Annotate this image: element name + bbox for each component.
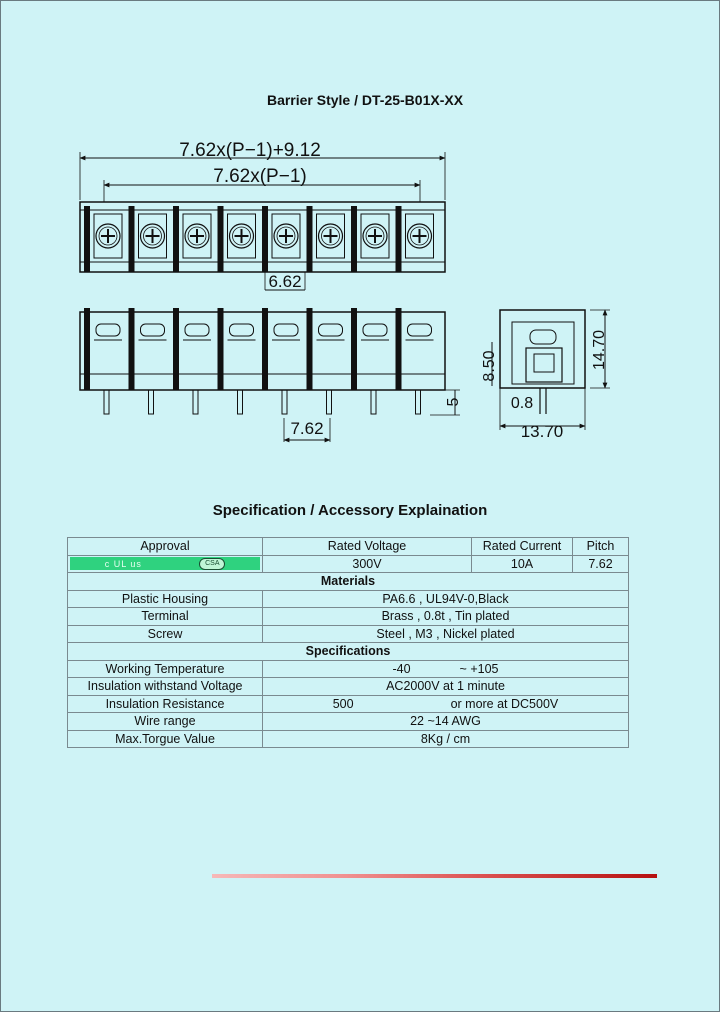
- table-row: [68, 590, 629, 608]
- row-value: AC2000V at 1 minute: [263, 678, 629, 696]
- pin-width-label: 0.8: [510, 395, 534, 412]
- materials-heading-row: [68, 573, 629, 591]
- row-label: Screw: [68, 625, 263, 643]
- side-view: [500, 310, 585, 430]
- terminal-front-icon: [307, 308, 345, 414]
- materials-heading: Materials: [68, 573, 629, 591]
- row-value: Brass , 0.8t , Tin plated: [263, 608, 629, 626]
- row-label: Insulation withstand Voltage: [68, 678, 263, 696]
- header-pitch: Pitch: [573, 538, 629, 556]
- header-voltage: Rated Voltage: [263, 538, 472, 556]
- overall-dim-label: 7.62x(P−1)+9.12: [179, 140, 321, 161]
- table-row: [68, 625, 629, 643]
- inner-dim-label: 7.62x(P−1): [213, 166, 307, 187]
- value-part-a: -40: [392, 661, 411, 676]
- row-label: Max.Torgue Value: [68, 730, 263, 748]
- header-current: Rated Current: [472, 538, 573, 556]
- table-header-row: [68, 538, 629, 556]
- terminal-front-icon: [262, 308, 300, 414]
- table-row: [68, 660, 629, 678]
- table-row: [68, 608, 629, 626]
- page-title: Barrier Style / DT-25-B01X-XX: [266, 92, 464, 108]
- terminal-front-icon: [396, 308, 434, 414]
- top-view: [80, 202, 445, 272]
- approval-cell: [68, 555, 263, 573]
- terminal-front-icon: [218, 308, 256, 414]
- row-label: Wire range: [68, 713, 263, 731]
- row-value: PA6.6 , UL94V-0,Black: [263, 590, 629, 608]
- voltage-value: 300V: [263, 555, 472, 573]
- section-title: Specification / Accessory Explaination: [212, 502, 488, 519]
- technical-drawing: [60, 130, 620, 450]
- row-value: 22 ~14 AWG: [263, 713, 629, 731]
- header-approval: Approval: [68, 538, 263, 556]
- specs-heading: Specifications: [68, 643, 629, 661]
- terminal-front-icon: [84, 308, 122, 414]
- table-row: [68, 713, 629, 731]
- pitch-value: 7.62: [573, 555, 629, 573]
- row-label: Terminal: [68, 608, 263, 626]
- row-value: [263, 695, 629, 713]
- table-row: [68, 695, 629, 713]
- height-side-label: 8.50: [481, 350, 498, 382]
- depth-dim-label: 13.70: [520, 422, 564, 441]
- terminal-front-icon: [173, 308, 211, 414]
- gap-dim-label: 6.62: [268, 272, 302, 291]
- current-value: 10A: [472, 555, 573, 573]
- terminal-front-icon: [129, 308, 167, 414]
- row-label: Insulation Resistance: [68, 695, 263, 713]
- approval-mark: [70, 557, 260, 570]
- spec-table: [67, 537, 629, 748]
- height-total-label: 14.70: [591, 329, 608, 371]
- value-part-b: or more at DC500V: [450, 696, 559, 711]
- pin-length-label: 5: [445, 397, 462, 407]
- table-values-row: [68, 555, 629, 573]
- footer-gradient-line: [212, 874, 657, 878]
- value-part-a: 500: [332, 696, 354, 711]
- value-part-b: ~ +105: [459, 661, 499, 676]
- row-label: Plastic Housing: [68, 590, 263, 608]
- table-row: [68, 730, 629, 748]
- table-row: [68, 678, 629, 696]
- specs-heading-row: [68, 643, 629, 661]
- terminal-front-icon: [351, 308, 389, 414]
- front-view: [80, 308, 445, 414]
- row-label: Working Temperature: [68, 660, 263, 678]
- pitch-dim-label: 7.62: [290, 419, 324, 438]
- row-value: [263, 660, 629, 678]
- csa-mark-icon: CSA: [199, 558, 225, 570]
- row-value: 8Kg / cm: [263, 730, 629, 748]
- ul-mark-icon: c UL us: [104, 558, 142, 569]
- row-value: Steel , M3 , Nickel plated: [263, 625, 629, 643]
